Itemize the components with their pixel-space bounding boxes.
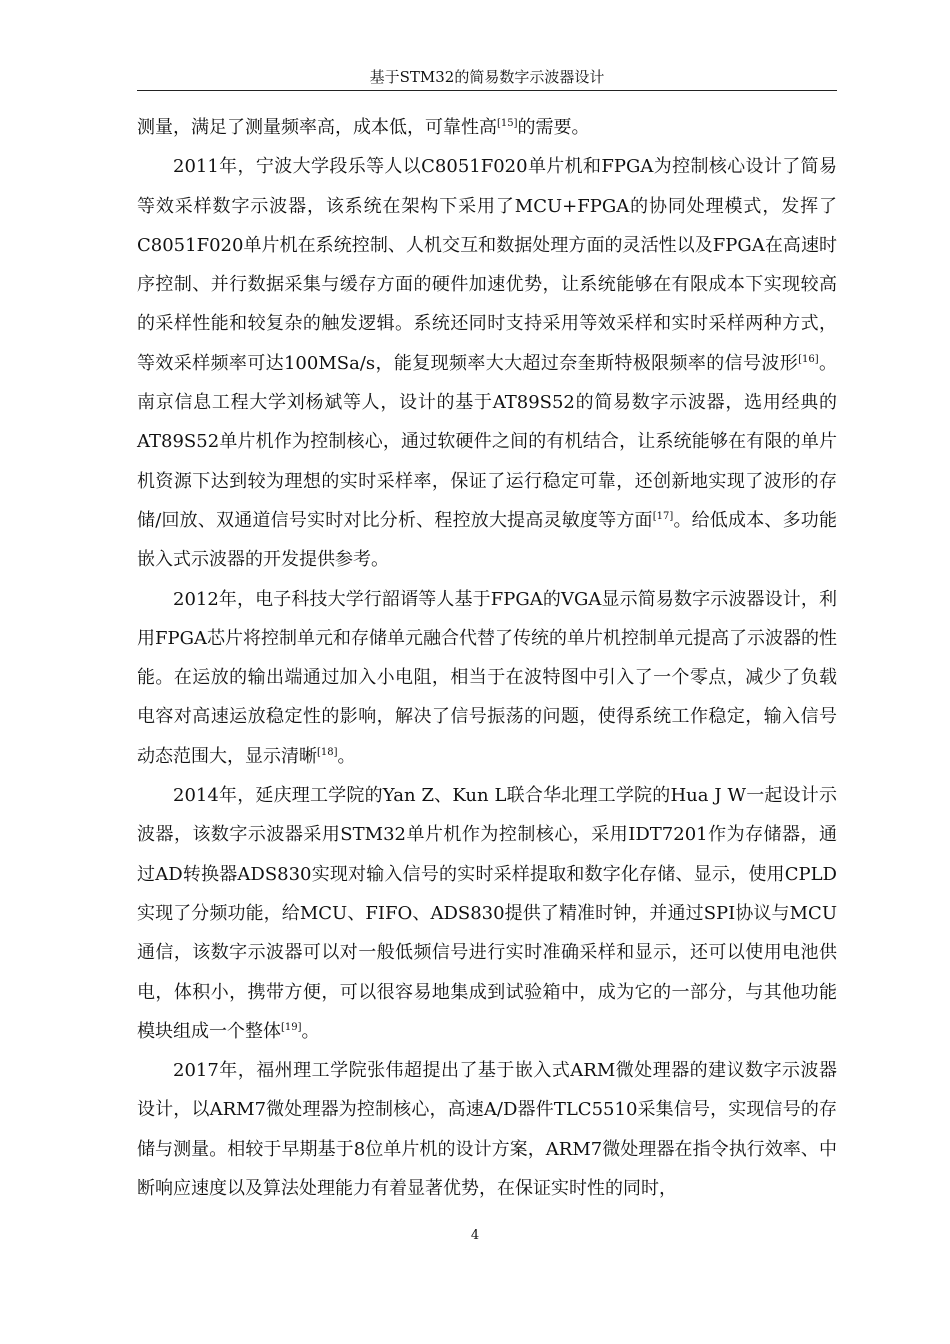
header-title: 基于STM32的简易数字示波器设计 xyxy=(369,68,605,86)
paragraph-2 xyxy=(137,147,837,579)
paragraph-text: 。南京信息工程大学刘杨斌等人，设计的基于AT89S52的简易数字示波器，选用经典的AT89S52单片机作为控制核心，通过软硬件之间的有机结合，让系统能够在有限的单片机资源下达到较为理想的实时采样率，保证了运行稳定可靠，还创新地实现了波形的存储/回放、双通道信号实时对比分析、程控放大提高灵敏度等方面 xyxy=(137,352,837,531)
paragraph-text: 2014年，延庆理工学院的Yan Z、Kun L联合华北理工学院的Hua J W一起设计示波器，该数字示波器采用STM32单片机作为控制核心，采用IDT7201作为存储器，通过AD转换器ADS830实现对输入信号的实时采样提取和数字化存储、显示，使用CPLD实现了分频功能，给MCU、FIFO、ADS830提供了精准时钟，并通过SPI协议与MCU通信，该数字示波器可以对一般低频信号进行实时准确采样和显示，还可以使用电池供电，体积小，携带方便，可以很容易地集成到试验箱中，成为它的一部分，与其他功能模块组成一个整体 xyxy=(137,785,837,1042)
citation-ref: [16] xyxy=(798,353,819,365)
paragraph-text: 。 xyxy=(337,745,356,767)
paragraph-3 xyxy=(137,580,837,776)
citation-ref: [18] xyxy=(317,746,338,758)
paragraph-5 xyxy=(137,1051,837,1208)
paragraph-text: 测量，满足了测量频率高，成本低，可靠性高 xyxy=(137,117,497,138)
document-body xyxy=(137,108,837,1208)
paragraph-4 xyxy=(137,776,837,1051)
citation-ref: [17] xyxy=(652,510,674,522)
citation-ref: [19] xyxy=(281,1021,302,1033)
paragraph-text: 2012年，电子科技大学行韶谞等人基于FPGA的VGA显示简易数字示波器设计，利用FPGA芯片将控制单元和存储单元融合代替了传统的单片机控制单元提高了示波器的性能。在运放的输出端通过加入小电阻，相当于在波特图中引入了一个零点，减少了负载电容对高速运放稳定性的影响，解决了信号振荡的问题，使得系统工作稳定，输入信号动态范围大，显示清晰 xyxy=(137,588,837,767)
paragraph-text: 的需要。 xyxy=(517,117,590,138)
citation-ref: [15] xyxy=(497,118,518,129)
paragraph-text: 。 xyxy=(301,1020,320,1042)
paragraph-text: 。给低成本、多功能嵌入式示波器的开发提供参考。 xyxy=(137,509,838,571)
paragraph-text: 2011年，宁波大学段乐等人以C8051F020单片机和FPGA为控制核心设计了简易等效采样数字示波器，该系统在架构下采用了MCU+FPGA的协同处理模式，发挥了C8051F020单片机在系统控制、人机交互和数据处理方面的灵活性以及FPGA在高速时序控制、并行数据采集与缓存方面的硬件加速优势，让系统能够在有限成本下实现较高的采样性能和较复杂的触发逻辑。系统还同时支持采用等效采样和实时采样两种方式，等效采样频率可达100MSa/s，能复现频率大大超过奈奎斯特极限频率的信号波形 xyxy=(137,156,837,374)
paragraph-1 xyxy=(137,108,837,147)
page-number: 4 xyxy=(470,1228,480,1243)
paragraph-text: 2017年，福州理工学院张伟超提出了基于嵌入式ARM微处理器的建议数字示波器设计，以ARM7微处理器为控制核心，高速A/D器件TLC5510采集信号，实现信号的存储与测量。相较于早期基于8位单片机的设计方案，ARM7微处理器在指令执行效率、中断响应速度以及算法处理能力有着显著优势，在保证实时性的同时， xyxy=(137,1060,837,1200)
running-header xyxy=(137,66,837,91)
